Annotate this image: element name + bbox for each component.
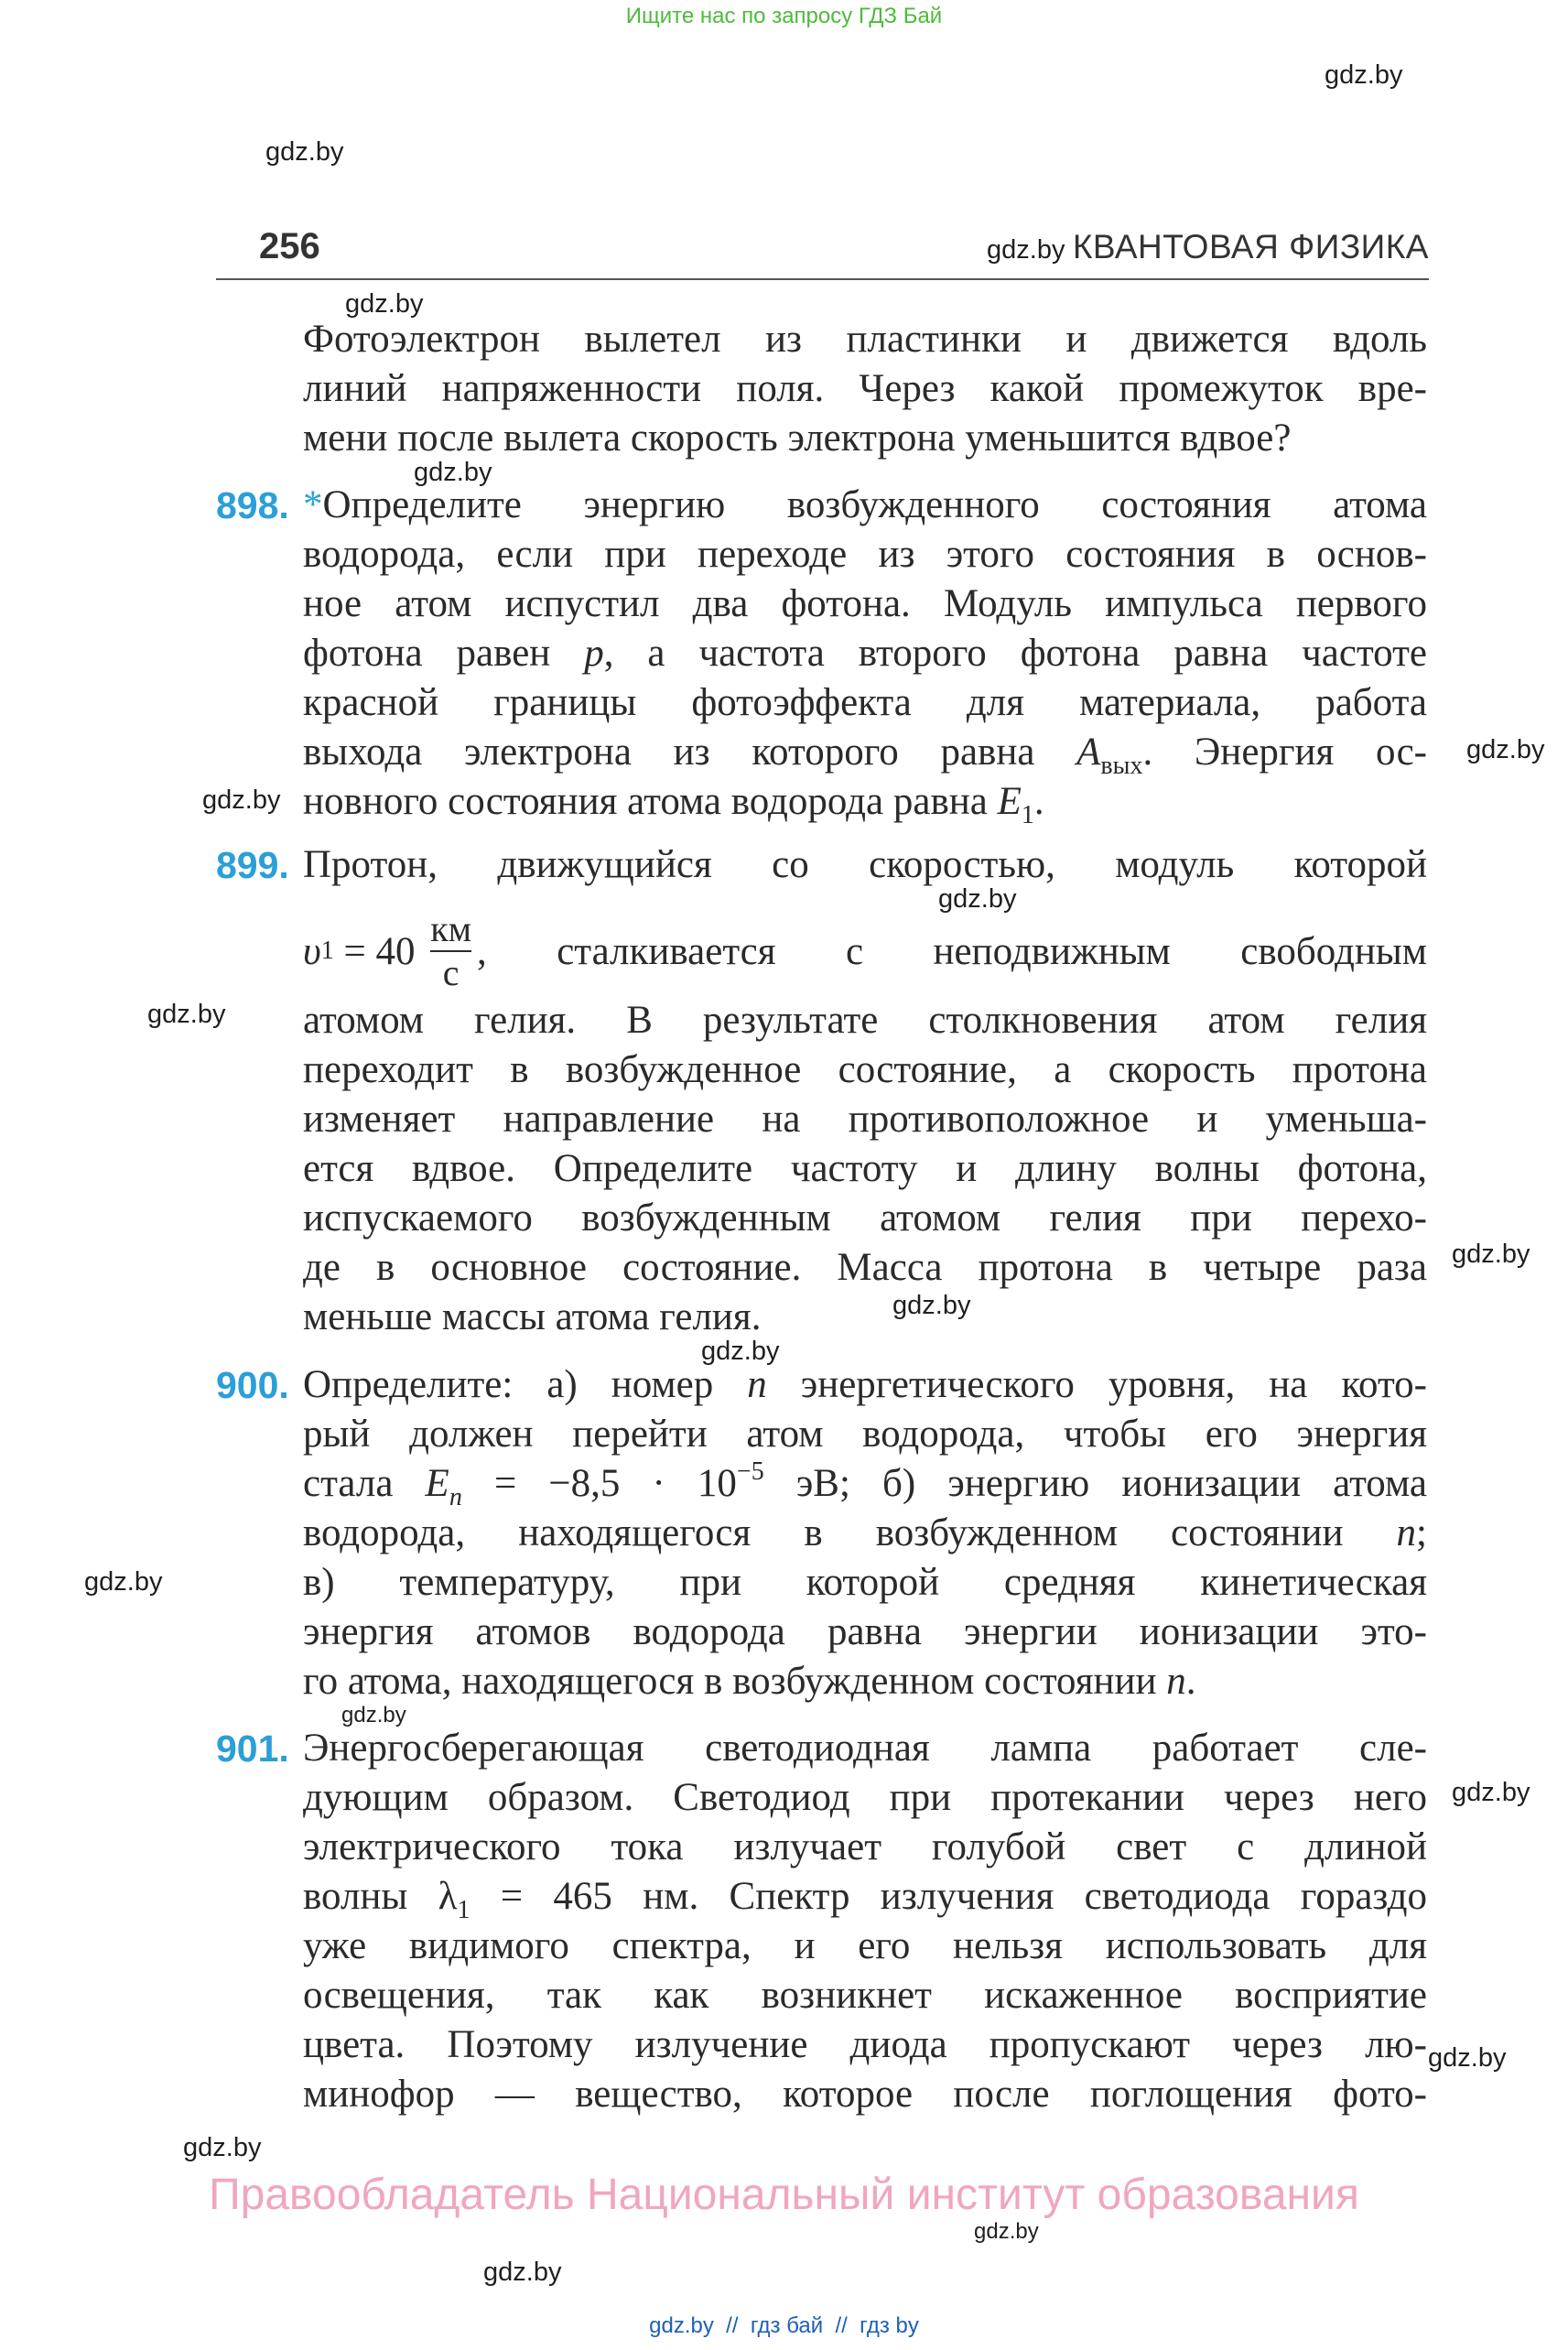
text-line: новного состояния атома водорода равна $E_1$. — [303, 780, 1044, 829]
watermark: gdz.by — [1452, 1778, 1530, 1807]
text-line: линий напряженности поля. Через какой промежуток вре- — [303, 367, 1427, 410]
problem-number: 898. — [216, 484, 289, 526]
text-line: Энергосберегающая светодиодная лампа работает сле- — [303, 1727, 1427, 1770]
text-line: Фотоэлектрон вылетел из пластинки и движется вдоль — [303, 318, 1427, 361]
copyright-owner: Правообладатель Национальный институт образования — [209, 2171, 1359, 2219]
text-line: переходит в возбужденное состояние, а скорость протона — [303, 1048, 1427, 1091]
top-note: Ищите нас по запросу ГДЗ Бай — [625, 4, 943, 28]
page-number: 256 — [259, 226, 320, 266]
problem-number: 901. — [216, 1727, 289, 1770]
watermark: gdz.by — [483, 2258, 562, 2287]
star-mark: * — [303, 483, 323, 526]
watermark: gdz.by — [1466, 735, 1545, 764]
text-line: водорода, находящегося в возбужденном состоянии n; — [303, 1511, 1427, 1554]
watermark: gdz.by — [974, 2219, 1039, 2244]
watermark: gdz.by — [701, 1337, 780, 1366]
text-line: Определите: а) номер n энергетического уровня, на кото- — [303, 1363, 1428, 1406]
watermark: gdz.by — [341, 1703, 406, 1727]
watermark: gdz.by — [1325, 60, 1403, 90]
text-line: минофор — вещество, которое после поглощения фото- — [303, 2073, 1427, 2116]
text-line: выхода электрона из которого равна $A_{вых}$. Энергия ос- — [303, 731, 1427, 780]
text-line: мени после вылета скорость электрона уменьшится вдвое? — [303, 417, 1292, 460]
text-line: уже видимого спектра, и его нельзя использовать для — [303, 1924, 1427, 1967]
watermark: gdz.by — [892, 1291, 971, 1320]
text-line: рый должен перейти атом водорода, чтобы его энергия — [303, 1413, 1427, 1456]
text-line: цвета. Поэтому излучение диода пропускают через лю- — [303, 2023, 1427, 2066]
text-line: красной границы фотоэффекта для материала, работа — [303, 681, 1427, 724]
text-line: фотона равен p, а частота второго фотона равна частоте — [303, 632, 1427, 675]
watermark: gdz.by — [84, 1567, 163, 1597]
text-line: дующим образом. Светодиод при протекании через него — [303, 1776, 1427, 1819]
text-line: электрического тока излучает голубой свет с длиной — [303, 1825, 1427, 1868]
chapter-title: КВАНТОВАЯ ФИЗИКА — [1072, 228, 1429, 265]
footer-links[interactable]: gdz.by // гдз бай // гдз by — [649, 2313, 919, 2338]
watermark: gdz.by — [345, 289, 424, 319]
watermark: gdz.by — [265, 137, 344, 167]
text-line: волны $\lambda_1 = 465$ нм. Спектр излучения светодиода гораздо — [303, 1875, 1428, 1924]
velocity-equation: υ 1 = 40 $\frac{км}{с}$ , сталкивается с неподвижным свободным — [303, 908, 1427, 993]
text-line: в) температуру, при которой средняя кинетическая — [303, 1561, 1427, 1604]
text-line: меньше массы атома гелия. — [303, 1295, 762, 1338]
watermark: gdz.by — [414, 458, 492, 487]
text-line: изменяет направление на противоположное и уменьша- — [303, 1098, 1427, 1141]
watermark: gdz.by — [183, 2133, 262, 2162]
text-line: ное атом испустил два фотона. Модуль импульса первого — [303, 582, 1427, 625]
watermark: gdz.by — [1428, 2043, 1507, 2073]
text-line: испускаемого возбужденным атомом гелия при перехо- — [303, 1197, 1427, 1240]
watermark: gdz.by — [202, 785, 281, 815]
header-divider — [216, 278, 1429, 280]
text-line: атомом гелия. В результате столкновения атом гелия — [303, 999, 1427, 1042]
text-line: *Определите энергию возбужденного состояния атома — [303, 483, 1427, 526]
problem-number: 900. — [216, 1364, 289, 1406]
text-line: ется вдвое. Определите частоту и длину волны фотона, — [303, 1147, 1427, 1190]
text-line: энергия атомов водорода равна энергии ионизации это- — [303, 1610, 1427, 1653]
watermark: gdz.by — [987, 235, 1065, 265]
watermark: gdz.by — [938, 884, 1017, 914]
problem-number: 899. — [216, 844, 289, 886]
watermark: gdz.by — [147, 1000, 226, 1029]
text-line: Протон, движущийся со скоростью, модуль которой — [303, 843, 1427, 886]
text-line: стала $E_n = -8,5 \cdot 10^{-5}$ эВ; б) энергию ионизации атома — [303, 1457, 1427, 1511]
text-line: освещения, так как возникнет искаженное восприятие — [303, 1974, 1427, 2017]
text-line: де в основное состояние. Масса протона в четыре раза — [303, 1246, 1427, 1289]
watermark: gdz.by — [1452, 1240, 1530, 1269]
unit-fraction: $\frac{км}{с}$ — [430, 908, 472, 993]
text-line: водорода, если при переходе из этого состояния в основ- — [303, 533, 1427, 576]
text-line: го атома, находящегося в возбужденном состоянии n. — [303, 1660, 1196, 1703]
